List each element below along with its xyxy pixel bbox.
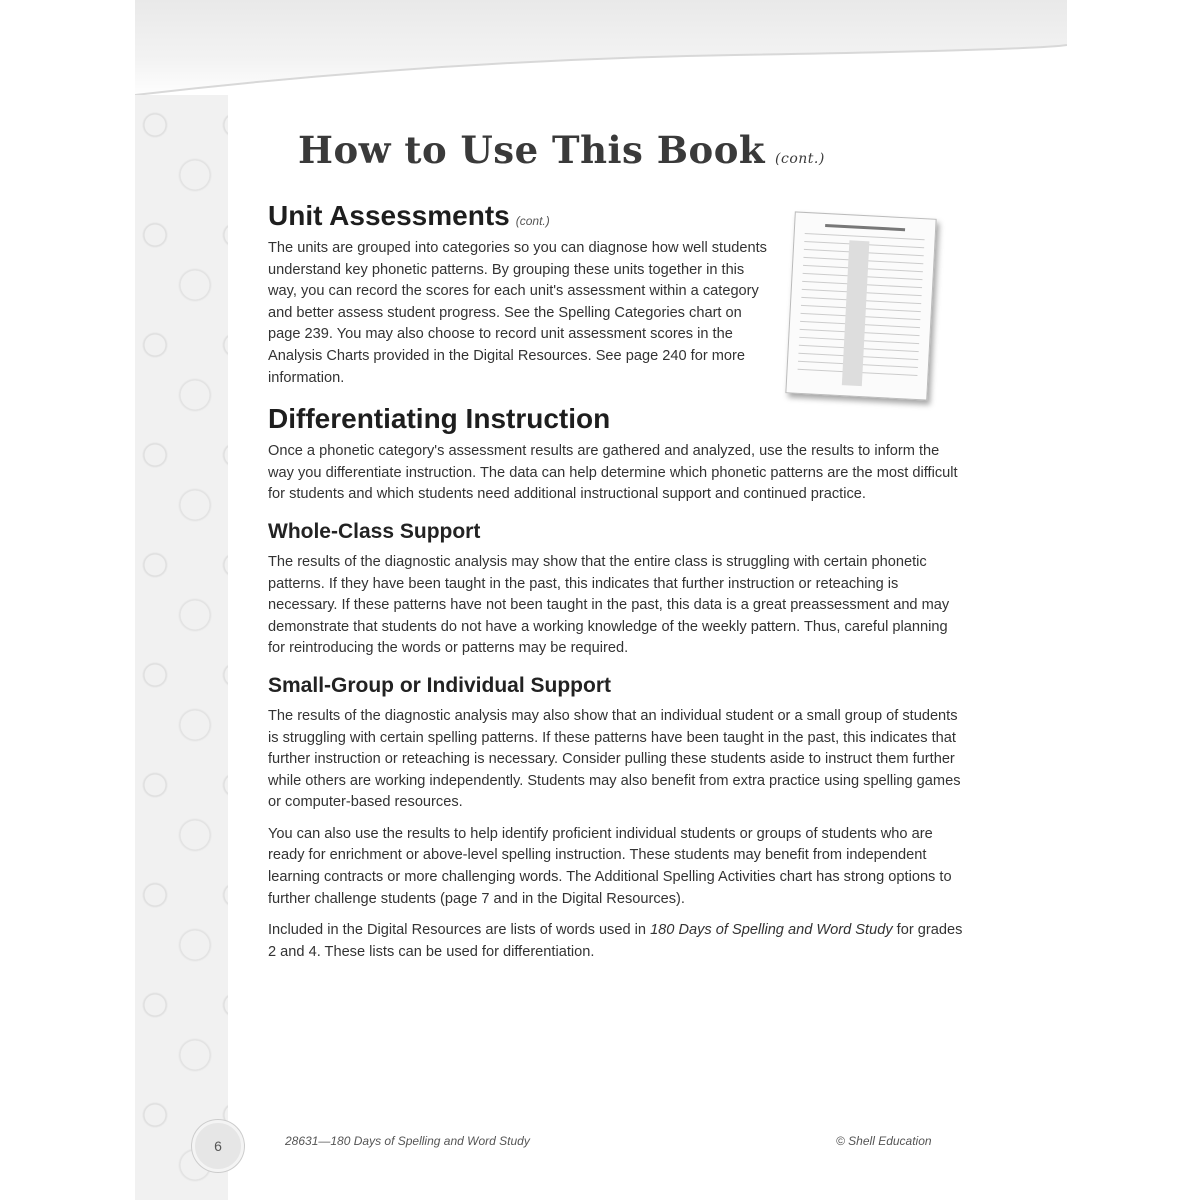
title-text: How to Use This Book bbox=[298, 128, 766, 172]
text: Included in the Digital Resources are lists of words used in bbox=[268, 922, 651, 939]
top-wave-band bbox=[135, 0, 1067, 100]
heading-text: Unit Assessments bbox=[268, 200, 510, 231]
text: for grades 2 and 4. These lists can be used for differentiation. bbox=[268, 922, 963, 960]
decorative-letter-strip bbox=[135, 95, 228, 1200]
paragraph: The results of the diagnostic analysis may also show that an individual student or a small group of students is struggling with certain spelling patterns. If these patterns have been taught in the past, this indicates that further instruction or reteaching is necessary. Consider pulling these students aside to instruct them further while others are working independently. Students may also benefit from extra practice using spelling games or computer-based resources. bbox=[268, 707, 961, 811]
paragraph: You can also use the results to help identify proficient individual students or groups of students who are ready for enrichment or above-level spelling instruction. These students may benefit from independent learning contracts or more challenging words. The Additional Spelling Activities chart has strong options to further challenge students (page 7 and in the Digital Resources). bbox=[268, 825, 952, 907]
subsection-heading: Small-Group or Individual Support bbox=[268, 673, 612, 697]
title-cont: (cont.) bbox=[775, 151, 825, 167]
section-heading bbox=[268, 200, 968, 232]
paragraph bbox=[268, 920, 968, 963]
section-heading: Differentiating Instruction bbox=[268, 403, 611, 435]
content bbox=[268, 200, 968, 973]
footer-copyright: © Shell Education bbox=[836, 1134, 932, 1148]
paragraph: The units are grouped into categories so you can diagnose how well students understand key phonetic patterns. By grouping these units together in this way, you can record the scores for each unit's assessment within a category and better assess student progress. See the Spelling Categories chart on page 239. You may also choose to record unit assessment scores in the Analysis Charts provided in the Digital Resources. See page 240 for more information. bbox=[268, 240, 767, 386]
unit-assessments-section bbox=[268, 200, 968, 389]
book-title: 180 Days of Spelling and Word Study bbox=[650, 922, 893, 939]
paragraph: Once a phonetic category's assessment results are gathered and analyzed, use the results to inform the way you differentiate instruction. The data can help determine which phonetic patterns are the most difficult for students and which students need additional instructional support and continued practice. bbox=[268, 443, 958, 503]
paragraph: The results of the diagnostic analysis may show that the entire class is struggling with certain phonetic patterns. If they have been taught in the past, this indicates that further instruction or reteaching is necessary. If these patterns have not been taught in the past, this data is a great preassessment and may demonstrate that students do not have a working knowledge of the weekly pattern. Thus, careful planning for reintroducing the words or patterns may be required. bbox=[268, 553, 950, 657]
heading-cont: (cont.) bbox=[515, 214, 550, 228]
page-title bbox=[298, 128, 825, 172]
page-number: 6 bbox=[192, 1120, 244, 1172]
subsection-heading: Whole-Class Support bbox=[268, 519, 481, 543]
footer-book-title: 28631—180 Days of Spelling and Word Study bbox=[285, 1134, 530, 1148]
